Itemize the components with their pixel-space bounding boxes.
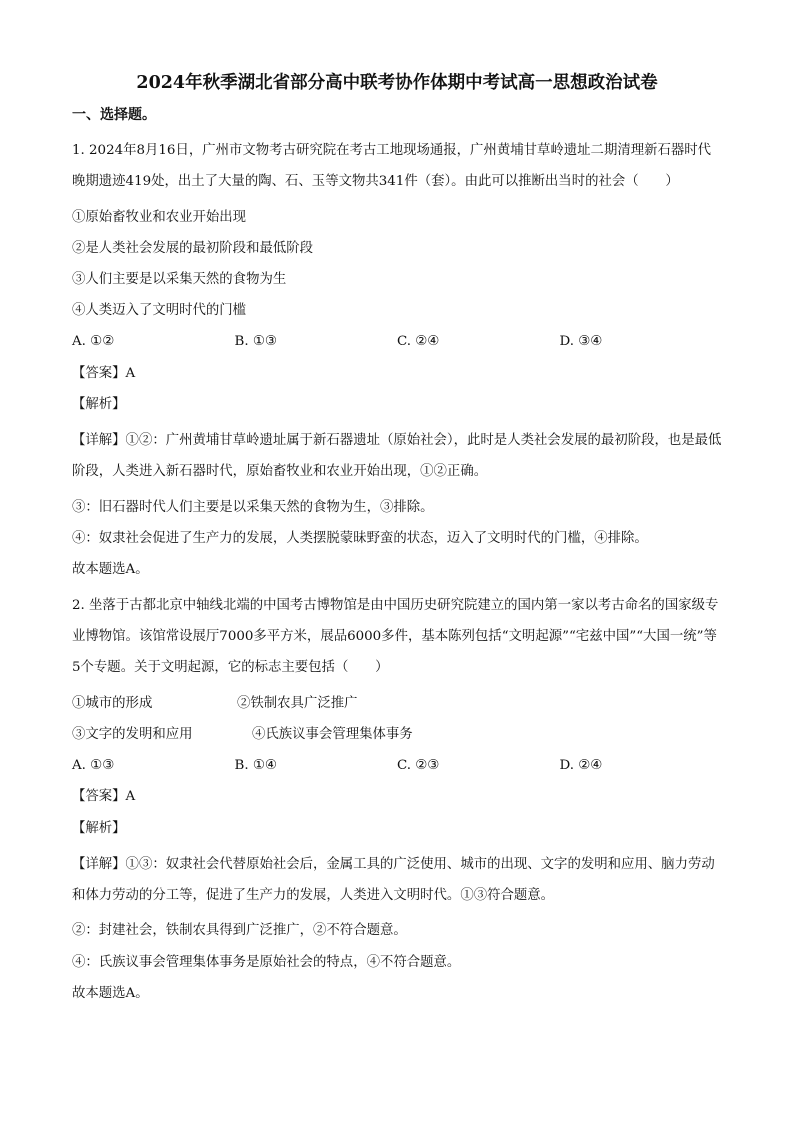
- question-2-analysis-3: ④：氏族议事会管理集体事务是原始社会的特点，④不符合题意。: [72, 954, 461, 970]
- question-1-item-1: ①原始畜牧业和农业开始出现: [72, 209, 247, 225]
- question-2-item-2: ②铁制农具广泛推广: [237, 695, 358, 711]
- question-1-analysis-detail: [72, 425, 722, 487]
- question-2-stem: 2. 坐落于古都北京中轴线北端的中国考古博物馆是由中国历史研究院建立的国内第一家以考古命名的国家级专业博物馆。该馆常设展厅7000多平方米，展品6000多件，基本陈列包括“文明起源”“宅兹中国”“大国一统”等5个专题。关于文明起源，它的标志主要包括（ ）: [72, 598, 719, 676]
- page-title: 2024年秋季湖北省部分高中联考协作体期中考试高一思想政治试卷: [136, 73, 658, 93]
- question-1-option-d: D. ③④: [559, 334, 603, 350]
- question-1-stem: 1. 2024年8月16日，广州市文物考古研究院在考古工地现场通报，广州黄埔甘草岭遗址二期清理新石器时代晚期遗迹419处，出土了大量的陶、石、玉等文物共341件（套）。由此可以推断出当时的社会（ ）: [72, 143, 712, 190]
- question-1-item-4: ④人类迈入了文明时代的门槛: [72, 303, 247, 319]
- question-2-item-3: ③文字的发明和应用: [72, 727, 193, 743]
- question-2-analysis-1: 【详解】①③：奴隶社会代替原始社会后，金属工具的广泛使用、城市的出现、文字的发明和应用、脑力劳动和体力劳动的分工等，促进了生产力的发展，人类进入文明时代。①③符合题意。: [72, 856, 715, 903]
- question-1-option-c: C. ②④: [397, 334, 440, 350]
- question-1-item-3: ③人们主要是以采集天然的食物为生: [72, 271, 287, 287]
- question-2-option-a: A. ①③: [72, 758, 115, 774]
- question-2-option-d: D. ②④: [559, 758, 603, 774]
- question-1-analysis-3: ④：奴隶社会促进了生产力的发展，人类摆脱蒙昧野蛮的状态，迈入了文明时代的门槛，④排除。: [72, 530, 648, 546]
- question-2-conclusion: 故本题选A。: [72, 985, 149, 1001]
- question-2-item-4: ④氏族议事会管理集体事务: [252, 727, 413, 743]
- question-1-item-2: ②是人类社会发展的最初阶段和最低阶段: [72, 240, 314, 256]
- question-2-items-row-1: [72, 693, 722, 715]
- question-2-analysis-2: ②：封建社会，铁制农具得到广泛推广，②不符合题意。: [72, 923, 407, 939]
- question-2-options: [72, 755, 722, 777]
- question-2-analysis-label: 【解析】: [72, 820, 126, 836]
- question-1-options: [72, 331, 722, 353]
- section-heading: 一、选择题。: [72, 107, 156, 123]
- question-2-items-row-2: [72, 724, 722, 746]
- question-1-conclusion: 故本题选A。: [72, 561, 149, 577]
- question-1-option-a: A. ①②: [72, 334, 115, 350]
- question-1-option-b: B. ①③: [234, 334, 277, 350]
- question-2-analysis-detail: [72, 849, 722, 911]
- question-1-analysis-2: ③：旧石器时代人们主要是以采集天然的食物为生，③排除。: [72, 499, 434, 515]
- question-1: [72, 135, 722, 197]
- question-2-option-c: C. ②③: [397, 758, 440, 774]
- question-2: [72, 590, 722, 684]
- question-2-answer: 【答案】A: [72, 789, 136, 805]
- question-2-item-1: ①城市的形成: [72, 695, 153, 711]
- question-2-option-b: B. ①④: [234, 758, 277, 774]
- question-1-answer: 【答案】A: [72, 365, 136, 381]
- question-1-analysis-label: 【解析】: [72, 396, 126, 412]
- question-1-analysis-1: 【详解】①②：广州黄埔甘草岭遗址属于新石器遗址（原始社会），此时是人类社会发展的最初阶段，也是最低阶段，人类进入新石器时代，原始畜牧业和农业开始出现，①②正确。: [72, 432, 722, 480]
